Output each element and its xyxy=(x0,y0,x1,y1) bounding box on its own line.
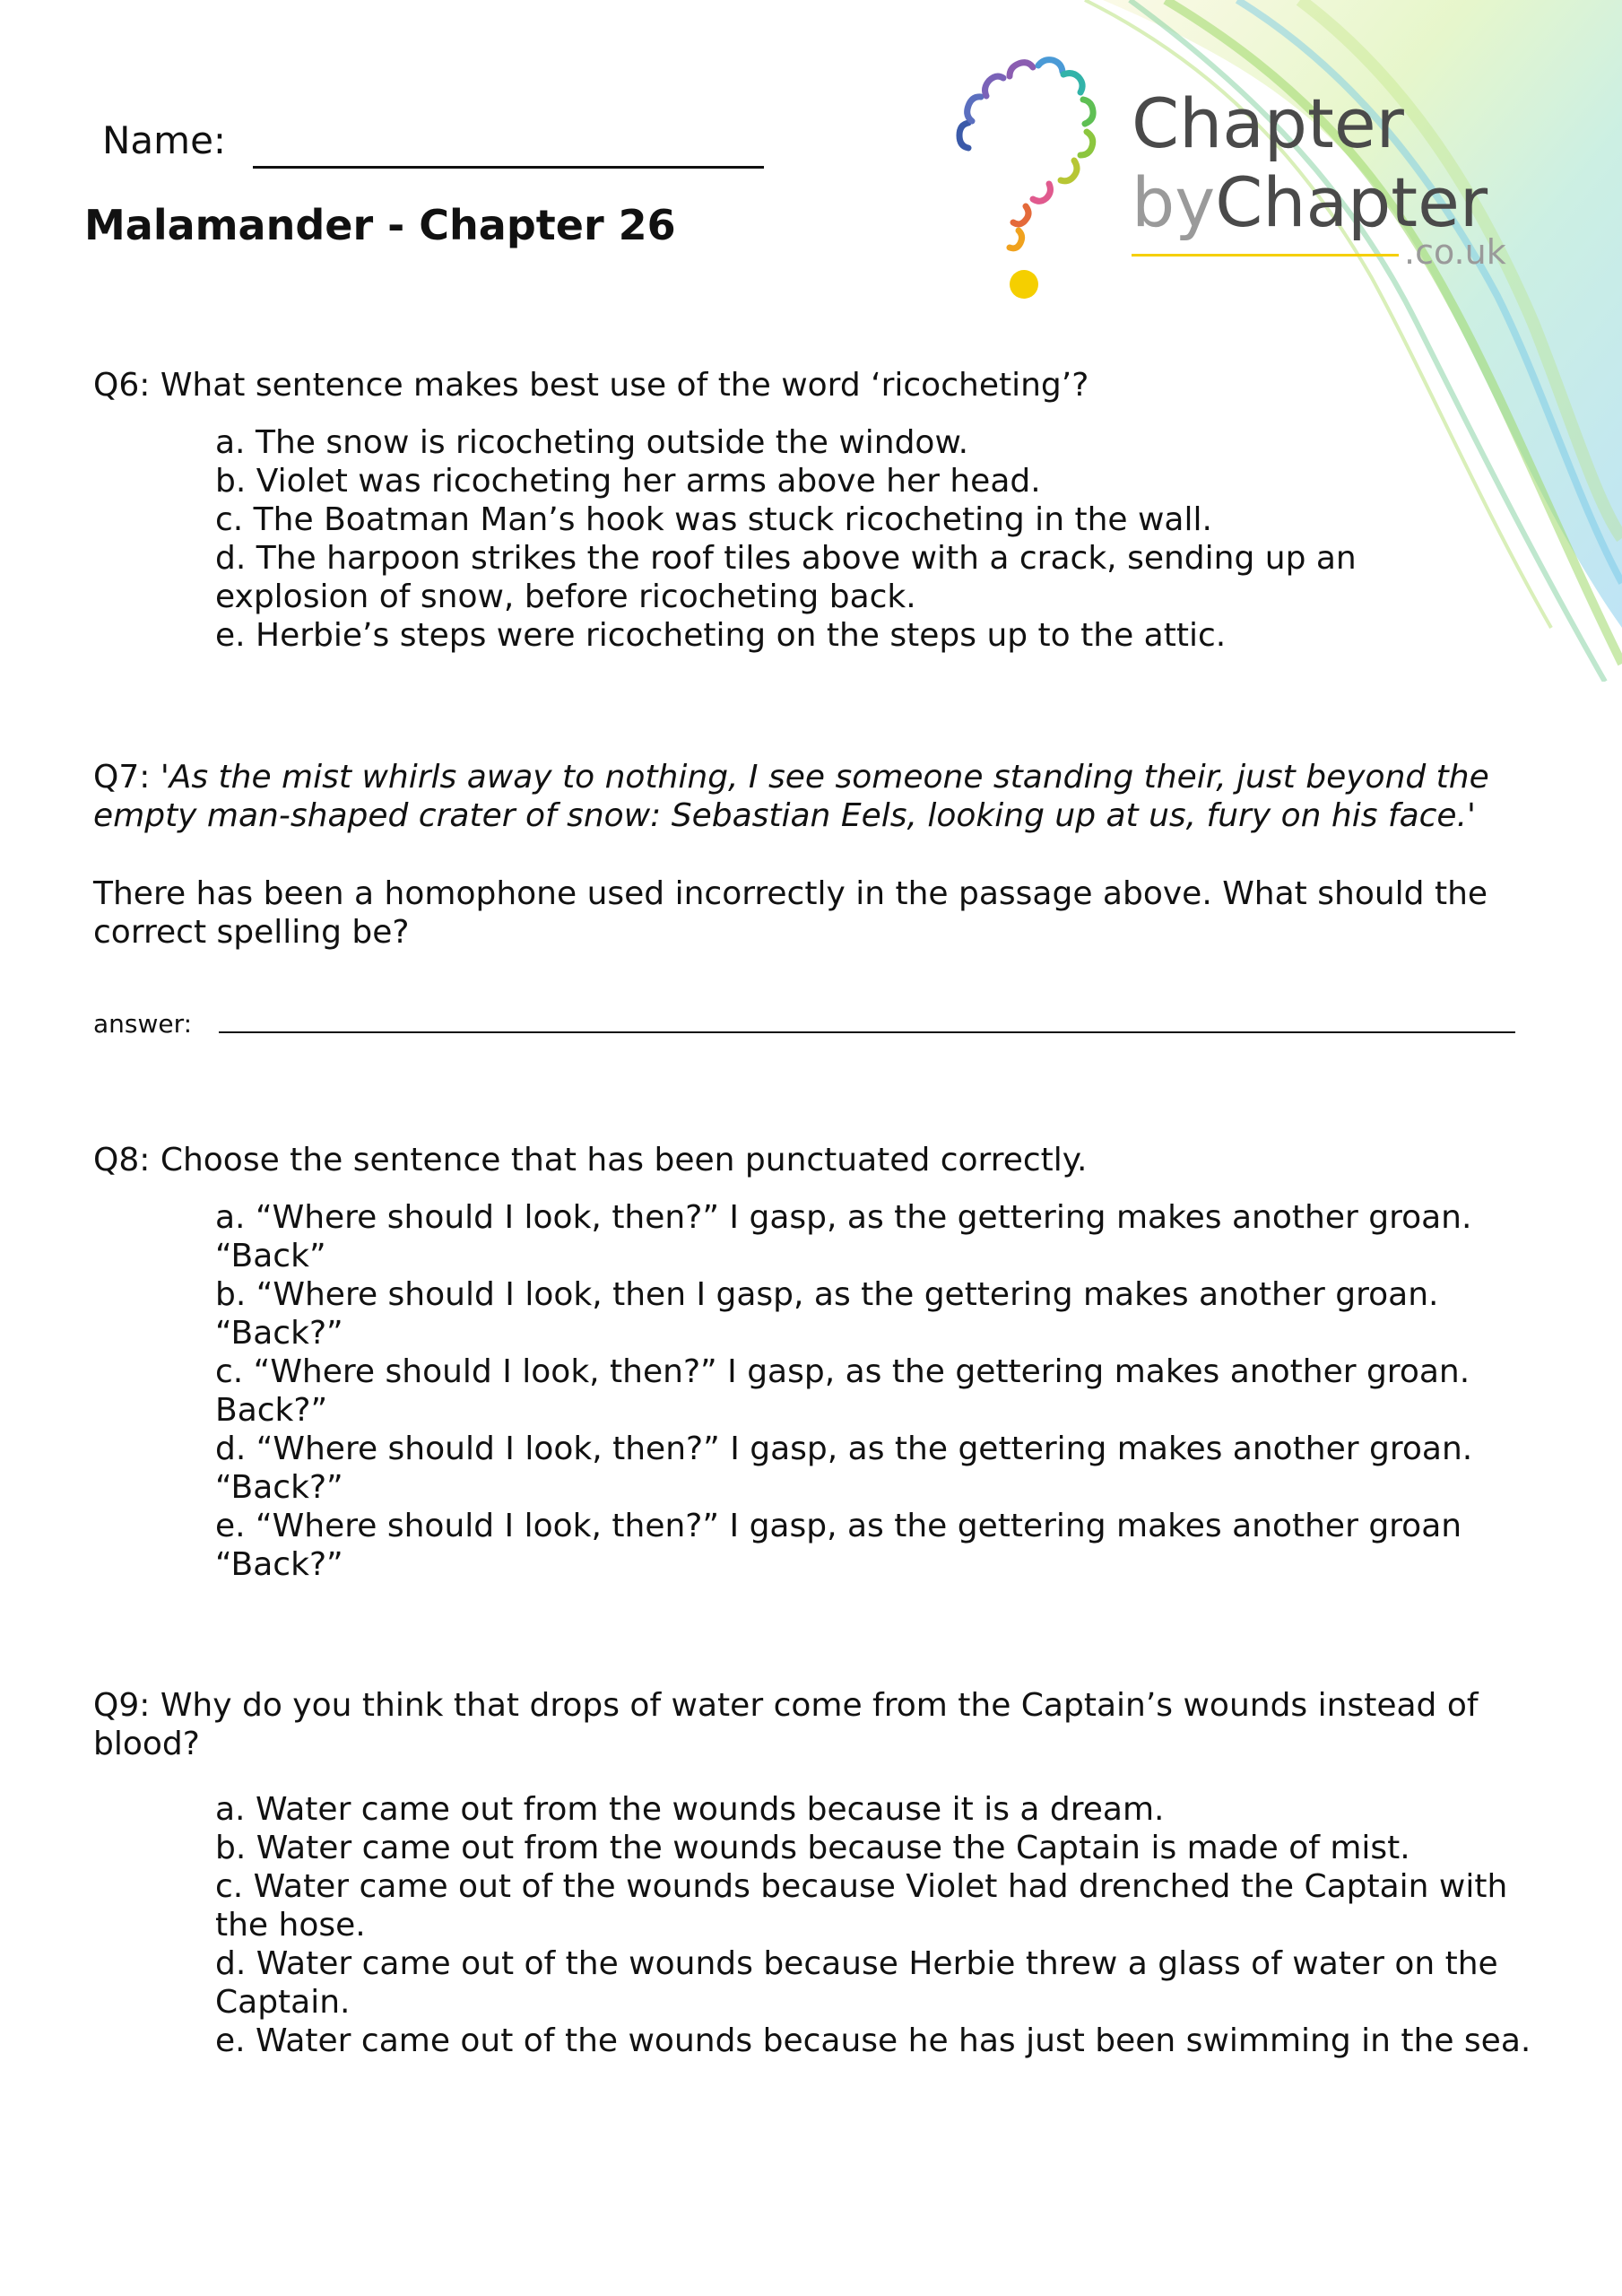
answer-label: answer: xyxy=(93,1009,193,1039)
q8-option-d[interactable]: d. “Where should I look, then?” I gasp, as the gettering makes another groan. “Back?” xyxy=(215,1431,1473,1506)
q6-option-a[interactable]: a. The snow is ricocheting outside the window. xyxy=(215,424,969,461)
q7-passage xyxy=(93,758,1537,835)
name-label: Name: xyxy=(102,118,227,162)
q8-option-c[interactable]: c. “Where should I look, then?” I gasp, as the gettering makes another groan. Back?” xyxy=(215,1353,1470,1429)
logo-underline xyxy=(1132,254,1399,257)
q7-prefix: Q7: xyxy=(93,759,160,796)
q7-quote: 'As the mist whirls away to nothing, I see someone standing their, just beyond the empty man-shaped crater of snow: Sebastian Eels, looking up at us, fury on his face.' xyxy=(93,759,1489,834)
q6-option-e[interactable]: e. Herbie’s steps were ricocheting on the steps up to the attic. xyxy=(215,617,1227,654)
worksheet-title: Malamander - Chapter 26 xyxy=(84,201,676,249)
q9-option-b[interactable]: b. Water came out from the wounds because the Captain is made of mist. xyxy=(215,1830,1410,1866)
q6-question: Q6: What sentence makes best use of the word ‘ricocheting’? xyxy=(93,367,1089,404)
q6-option-d[interactable]: d. The harpoon strikes the roof tiles above with a crack, sending up an explosion of snow, before ricocheting back. xyxy=(215,540,1357,615)
q8-options xyxy=(215,1198,1506,1584)
logo-by: by xyxy=(1132,162,1216,242)
name-field-line[interactable] xyxy=(253,166,764,169)
q9-option-c[interactable]: c. Water came out of the wounds because Violet had drenched the Captain with the hose. xyxy=(215,1868,1508,1944)
question-mark-logo-icon xyxy=(950,49,1112,309)
q7-instruction: There has been a homophone used incorrectly in the passage above. What should the correct spelling be? xyxy=(93,875,1488,951)
q8-option-b[interactable]: b. “Where should I look, then I gasp, as the gettering makes another groan. “Back?” xyxy=(215,1276,1439,1352)
q9-question: Q9: Why do you think that drops of water come from the Captain’s wounds instead of blood? xyxy=(93,1687,1479,1762)
answer-field-line[interactable] xyxy=(219,1031,1515,1033)
logo-wordmark-bychapter xyxy=(1132,162,1488,242)
q6-options xyxy=(215,423,1542,655)
logo-domain: .co.uk xyxy=(1404,232,1506,272)
logo-chapter: Chapter xyxy=(1215,162,1488,242)
q9-option-a[interactable]: a. Water came out from the wounds because it is a dream. xyxy=(215,1791,1165,1828)
q8-option-e[interactable]: e. “Where should I look, then?” I gasp, as the gettering makes another groan “Back?” xyxy=(215,1508,1462,1583)
logo-wordmark-chapter: Chapter xyxy=(1132,83,1404,163)
q6-option-b[interactable]: b. Violet was ricocheting her arms above her head. xyxy=(215,463,1041,500)
q8-option-a[interactable]: a. “Where should I look, then?” I gasp, as the gettering makes another groan. “Back” xyxy=(215,1199,1472,1274)
q8-question: Q8: Choose the sentence that has been punctuated correctly. xyxy=(93,1142,1088,1178)
q9-option-e[interactable]: e. Water came out of the wounds because he has just been swimming in the sea. xyxy=(215,2022,1531,2059)
q9-options xyxy=(215,1790,1533,2060)
q6-option-c[interactable]: c. The Boatman Man’s hook was stuck ricocheting in the wall. xyxy=(215,501,1212,538)
q9-option-d[interactable]: d. Water came out of the wounds because Herbie threw a glass of water on the Captain. xyxy=(215,1945,1498,2021)
